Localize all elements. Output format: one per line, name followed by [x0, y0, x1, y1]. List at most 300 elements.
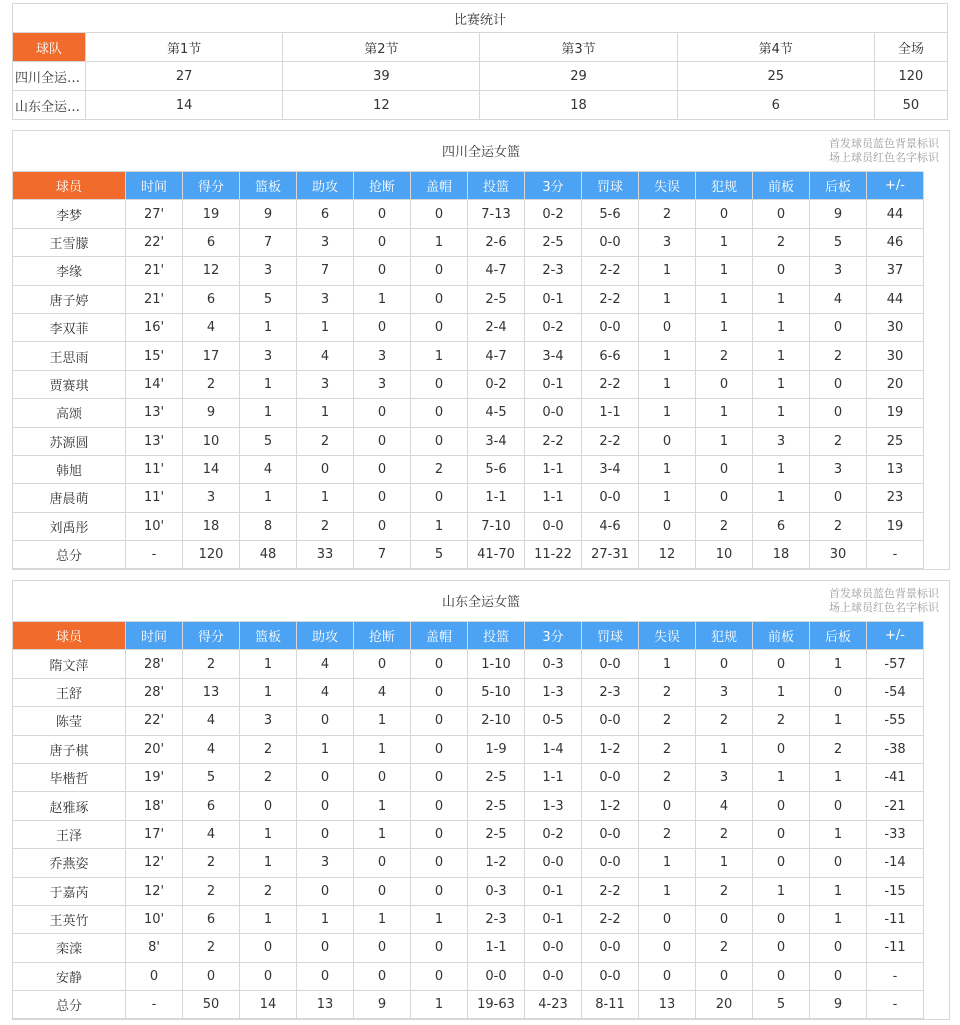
- stat-player-name[interactable]: 毕楷哲: [13, 763, 126, 791]
- stat-minutes: 18': [126, 792, 183, 820]
- stat-fouls: 2: [696, 820, 753, 848]
- stat-player-name[interactable]: 王舒: [13, 678, 126, 706]
- stat-offensive-rebounds: 0: [753, 735, 810, 763]
- stat-blocks: 5: [411, 541, 468, 569]
- stat-defensive-rebounds: 1: [810, 905, 867, 933]
- stat-field-goals: 2-3: [468, 905, 525, 933]
- stat-assists: 2: [297, 427, 354, 455]
- stat-three-pointers: 0-1: [525, 877, 582, 905]
- stat-field-goals: 19-63: [468, 991, 525, 1019]
- stat-field-goals: 1-9: [468, 735, 525, 763]
- stat-offensive-rebounds: 1: [753, 313, 810, 341]
- stat-blocks: 0: [411, 257, 468, 285]
- stat-blocks: 1: [411, 991, 468, 1019]
- stat-blocks: 0: [411, 877, 468, 905]
- stat-points: 2: [183, 934, 240, 962]
- column-header-rebounds[interactable]: 篮板: [240, 172, 297, 200]
- stat-minutes: 22': [126, 228, 183, 256]
- stat-minutes: 11': [126, 484, 183, 512]
- stat-assists: 1: [297, 484, 354, 512]
- player-row: [13, 427, 924, 455]
- column-header-free-throws[interactable]: 罚球: [582, 622, 639, 650]
- stat-field-goals: 7-13: [468, 200, 525, 228]
- quarter-score: 29: [480, 62, 677, 91]
- stat-steals: 0: [354, 877, 411, 905]
- stat-points: 2: [183, 877, 240, 905]
- stat-free-throws: 2-2: [582, 877, 639, 905]
- stat-rebounds: 0: [240, 962, 297, 990]
- stat-points: 9: [183, 399, 240, 427]
- stat-field-goals: 1-1: [468, 484, 525, 512]
- stat-plus-minus: -15: [867, 877, 924, 905]
- column-header-fouls[interactable]: 犯规: [696, 172, 753, 200]
- player-row: [13, 820, 924, 848]
- stat-steals: 0: [354, 399, 411, 427]
- stat-fouls: 1: [696, 735, 753, 763]
- stat-free-throws: 2-3: [582, 678, 639, 706]
- stat-three-pointers: 0-3: [525, 650, 582, 678]
- stat-blocks: 0: [411, 200, 468, 228]
- stat-offensive-rebounds: 0: [753, 820, 810, 848]
- team-title: 山东全运女篮: [441, 595, 520, 610]
- player-row: [13, 934, 924, 962]
- stat-blocks: 1: [411, 512, 468, 540]
- stat-turnovers: 0: [639, 512, 696, 540]
- total-score: 120: [874, 62, 947, 91]
- stat-points: 6: [183, 905, 240, 933]
- stat-defensive-rebounds: 2: [810, 427, 867, 455]
- stat-player-name[interactable]: 乔燕姿: [13, 849, 126, 877]
- stat-three-pointers: 0-0: [525, 934, 582, 962]
- stat-defensive-rebounds: 0: [810, 792, 867, 820]
- column-header-plus-minus[interactable]: +/-: [867, 622, 924, 650]
- stat-assists: 1: [297, 399, 354, 427]
- column-header-free-throws[interactable]: 罚球: [582, 172, 639, 200]
- stat-rebounds: 5: [240, 285, 297, 313]
- player-row: [13, 707, 924, 735]
- stat-rebounds: 1: [240, 678, 297, 706]
- stat-blocks: 0: [411, 735, 468, 763]
- stat-points: 12: [183, 257, 240, 285]
- stat-plus-minus: -54: [867, 678, 924, 706]
- stat-rebounds: 4: [240, 455, 297, 483]
- stat-turnovers: 1: [639, 849, 696, 877]
- stat-turnovers: 2: [639, 820, 696, 848]
- stat-fouls: 1: [696, 257, 753, 285]
- stat-field-goals: 0-2: [468, 370, 525, 398]
- stat-fouls: 0: [696, 650, 753, 678]
- stat-fouls: 1: [696, 399, 753, 427]
- stat-defensive-rebounds: 0: [810, 399, 867, 427]
- team-name[interactable]: 山东全运…: [13, 91, 86, 120]
- stat-rebounds: 1: [240, 905, 297, 933]
- stat-minutes: 8': [126, 934, 183, 962]
- column-header-three-pointers[interactable]: 3分: [525, 172, 582, 200]
- column-header-field-goals[interactable]: 投篮: [468, 172, 525, 200]
- team-title: 四川全运女篮: [441, 145, 520, 160]
- stat-assists: 0: [297, 877, 354, 905]
- stat-turnovers: 1: [639, 877, 696, 905]
- stat-steals: 0: [354, 484, 411, 512]
- stat-player-name[interactable]: 李缘: [13, 257, 126, 285]
- column-header-defensive-rebounds[interactable]: 后板: [810, 622, 867, 650]
- stat-free-throws: 27-31: [582, 541, 639, 569]
- stat-points: 10: [183, 427, 240, 455]
- stat-offensive-rebounds: 1: [753, 877, 810, 905]
- column-header-turnovers[interactable]: 失误: [639, 172, 696, 200]
- stat-steals: 0: [354, 650, 411, 678]
- stat-field-goals: 1-10: [468, 650, 525, 678]
- stat-minutes: 10': [126, 905, 183, 933]
- stat-defensive-rebounds: 0: [810, 849, 867, 877]
- column-header-blocks[interactable]: 盖帽: [411, 622, 468, 650]
- player-row: [13, 962, 924, 990]
- stat-plus-minus: -41: [867, 763, 924, 791]
- stat-fouls: 3: [696, 678, 753, 706]
- stat-fouls: 2: [696, 934, 753, 962]
- stat-three-pointers: 1-4: [525, 735, 582, 763]
- stat-three-pointers: 0-0: [525, 962, 582, 990]
- team-box-score: [12, 580, 950, 1020]
- stat-assists: 33: [297, 541, 354, 569]
- stat-assists: 3: [297, 228, 354, 256]
- player-row: [13, 484, 924, 512]
- stat-minutes: 28': [126, 678, 183, 706]
- column-header-rebounds[interactable]: 篮板: [240, 622, 297, 650]
- stat-turnovers: 1: [639, 370, 696, 398]
- stat-free-throws: 1-2: [582, 792, 639, 820]
- stat-defensive-rebounds: 1: [810, 763, 867, 791]
- stat-steals: 3: [354, 342, 411, 370]
- oncourt-note: 场上球员红色名字标识: [829, 601, 939, 614]
- stat-player-name: 总分: [13, 541, 126, 569]
- stat-plus-minus: 44: [867, 200, 924, 228]
- stat-rebounds: 8: [240, 512, 297, 540]
- stat-free-throws: 2-2: [582, 257, 639, 285]
- stat-field-goals: 2-6: [468, 228, 525, 256]
- stat-turnovers: 1: [639, 342, 696, 370]
- column-header-points[interactable]: 得分: [183, 172, 240, 200]
- stat-offensive-rebounds: 0: [753, 200, 810, 228]
- player-row: [13, 905, 924, 933]
- stat-points: 3: [183, 484, 240, 512]
- stat-player-name[interactable]: 唐子棋: [13, 735, 126, 763]
- stat-points: 18: [183, 512, 240, 540]
- stat-rebounds: 1: [240, 484, 297, 512]
- stat-fouls: 2: [696, 512, 753, 540]
- stat-points: 2: [183, 650, 240, 678]
- stat-player-name[interactable]: 王雪朦: [13, 228, 126, 256]
- stat-field-goals: 2-5: [468, 792, 525, 820]
- stat-points: 6: [183, 285, 240, 313]
- column-header-three-pointers[interactable]: 3分: [525, 622, 582, 650]
- stat-offensive-rebounds: 18: [753, 541, 810, 569]
- stat-minutes: 28': [126, 650, 183, 678]
- column-header-offensive-rebounds[interactable]: 前板: [753, 172, 810, 200]
- stat-player-name[interactable]: 苏源圆: [13, 427, 126, 455]
- stat-defensive-rebounds: 4: [810, 285, 867, 313]
- stat-blocks: 2: [411, 455, 468, 483]
- stat-turnovers: 0: [639, 792, 696, 820]
- stat-three-pointers: 0-2: [525, 820, 582, 848]
- player-row: [13, 678, 924, 706]
- stat-offensive-rebounds: 0: [753, 905, 810, 933]
- stat-free-throws: 2-2: [582, 370, 639, 398]
- stat-player-name[interactable]: 安静: [13, 962, 126, 990]
- stats-header-row: [13, 622, 924, 650]
- stat-assists: 1: [297, 313, 354, 341]
- stat-fouls: 0: [696, 200, 753, 228]
- stat-steals: 0: [354, 455, 411, 483]
- stat-defensive-rebounds: 2: [810, 735, 867, 763]
- stat-defensive-rebounds: 9: [810, 991, 867, 1019]
- stat-offensive-rebounds: 1: [753, 370, 810, 398]
- total-header: 全场: [874, 33, 947, 62]
- stat-minutes: -: [126, 541, 183, 569]
- column-header-minutes[interactable]: 时间: [126, 622, 183, 650]
- stat-three-pointers: 4-23: [525, 991, 582, 1019]
- stat-assists: 3: [297, 849, 354, 877]
- stat-three-pointers: 1-3: [525, 678, 582, 706]
- stat-offensive-rebounds: 5: [753, 991, 810, 1019]
- column-header-turnovers[interactable]: 失误: [639, 622, 696, 650]
- stat-points: 0: [183, 962, 240, 990]
- stat-blocks: 0: [411, 650, 468, 678]
- column-header-field-goals[interactable]: 投篮: [468, 622, 525, 650]
- stat-steals: 0: [354, 512, 411, 540]
- stat-plus-minus: -: [867, 541, 924, 569]
- stat-fouls: 0: [696, 484, 753, 512]
- stat-player-name[interactable]: 王思雨: [13, 342, 126, 370]
- stat-plus-minus: -21: [867, 792, 924, 820]
- stat-player-name[interactable]: 高颂: [13, 399, 126, 427]
- stat-points: 14: [183, 455, 240, 483]
- stat-steals: 4: [354, 678, 411, 706]
- team-name[interactable]: 四川全运…: [13, 62, 86, 91]
- stat-blocks: 0: [411, 849, 468, 877]
- stat-steals: 0: [354, 763, 411, 791]
- stat-free-throws: 4-6: [582, 512, 639, 540]
- column-header-offensive-rebounds[interactable]: 前板: [753, 622, 810, 650]
- stat-fouls: 2: [696, 877, 753, 905]
- stat-free-throws: 0-0: [582, 313, 639, 341]
- stat-plus-minus: -57: [867, 650, 924, 678]
- team-box-score: [12, 130, 950, 570]
- stat-points: 4: [183, 313, 240, 341]
- stat-plus-minus: -14: [867, 849, 924, 877]
- stat-points: 120: [183, 541, 240, 569]
- stat-blocks: 0: [411, 484, 468, 512]
- stat-points: 2: [183, 370, 240, 398]
- stat-assists: 1: [297, 905, 354, 933]
- stat-defensive-rebounds: 0: [810, 934, 867, 962]
- stat-assists: 0: [297, 934, 354, 962]
- stat-player-name[interactable]: 韩旭: [13, 455, 126, 483]
- stat-fouls: 0: [696, 370, 753, 398]
- stat-rebounds: 3: [240, 342, 297, 370]
- stat-blocks: 0: [411, 399, 468, 427]
- column-header-fouls[interactable]: 犯规: [696, 622, 753, 650]
- stat-three-pointers: 0-1: [525, 285, 582, 313]
- quarter-header: 第3节: [480, 33, 677, 62]
- column-header-minutes[interactable]: 时间: [126, 172, 183, 200]
- quarter-score: 39: [283, 62, 480, 91]
- stat-player-name[interactable]: 王泽: [13, 820, 126, 848]
- stat-free-throws: 2-2: [582, 905, 639, 933]
- stat-player-name[interactable]: 王英竹: [13, 905, 126, 933]
- stat-free-throws: 0-0: [582, 763, 639, 791]
- quarter-score: 25: [677, 62, 874, 91]
- stat-plus-minus: -33: [867, 820, 924, 848]
- column-header-assists[interactable]: 助攻: [297, 622, 354, 650]
- stat-turnovers: 13: [639, 991, 696, 1019]
- stat-steals: 0: [354, 849, 411, 877]
- stat-assists: 4: [297, 342, 354, 370]
- stat-rebounds: 5: [240, 427, 297, 455]
- stat-minutes: 16': [126, 313, 183, 341]
- stat-rebounds: 1: [240, 820, 297, 848]
- legend-note: [829, 587, 939, 615]
- match-summary-table: [12, 3, 948, 120]
- stat-rebounds: 1: [240, 399, 297, 427]
- stat-turnovers: 0: [639, 427, 696, 455]
- stat-offensive-rebounds: 0: [753, 849, 810, 877]
- stat-rebounds: 0: [240, 934, 297, 962]
- stat-free-throws: 3-4: [582, 455, 639, 483]
- stat-turnovers: 1: [639, 285, 696, 313]
- stat-fouls: 0: [696, 905, 753, 933]
- stat-player-name[interactable]: 于嘉芮: [13, 877, 126, 905]
- column-header-plus-minus[interactable]: +/-: [867, 172, 924, 200]
- column-header-steals[interactable]: 抢断: [354, 622, 411, 650]
- stat-steals: 1: [354, 707, 411, 735]
- stat-blocks: 0: [411, 962, 468, 990]
- stat-turnovers: 2: [639, 735, 696, 763]
- stat-minutes: 0: [126, 962, 183, 990]
- stat-free-throws: 8-11: [582, 991, 639, 1019]
- stat-fouls: 10: [696, 541, 753, 569]
- stat-three-pointers: 0-1: [525, 905, 582, 933]
- quarter-score: 12: [283, 91, 480, 120]
- column-header-assists[interactable]: 助攻: [297, 172, 354, 200]
- stat-player-name[interactable]: 李梦: [13, 200, 126, 228]
- stat-three-pointers: 1-1: [525, 484, 582, 512]
- stat-plus-minus: 23: [867, 484, 924, 512]
- stat-turnovers: 2: [639, 678, 696, 706]
- stat-minutes: 14': [126, 370, 183, 398]
- stat-field-goals: 5-10: [468, 678, 525, 706]
- stat-turnovers: 0: [639, 313, 696, 341]
- stat-offensive-rebounds: 3: [753, 427, 810, 455]
- stat-points: 50: [183, 991, 240, 1019]
- stat-defensive-rebounds: 9: [810, 200, 867, 228]
- stat-free-throws: 0-0: [582, 650, 639, 678]
- summary-title: 比赛统计: [13, 4, 948, 33]
- stat-offensive-rebounds: 1: [753, 455, 810, 483]
- stat-steals: 0: [354, 962, 411, 990]
- stat-steals: 0: [354, 257, 411, 285]
- stat-player-name[interactable]: 刘禹彤: [13, 512, 126, 540]
- stat-plus-minus: -: [867, 991, 924, 1019]
- stat-offensive-rebounds: 0: [753, 650, 810, 678]
- stat-player-name[interactable]: 李双菲: [13, 313, 126, 341]
- stat-plus-minus: -38: [867, 735, 924, 763]
- stat-three-pointers: 1-3: [525, 792, 582, 820]
- stat-rebounds: 7: [240, 228, 297, 256]
- stat-minutes: 17': [126, 820, 183, 848]
- stat-offensive-rebounds: 0: [753, 257, 810, 285]
- stat-field-goals: 1-1: [468, 934, 525, 962]
- stat-offensive-rebounds: 1: [753, 484, 810, 512]
- stat-player-name[interactable]: 赵雅琢: [13, 792, 126, 820]
- stat-assists: 4: [297, 650, 354, 678]
- player-row: [13, 200, 924, 228]
- quarter-score: 27: [86, 62, 283, 91]
- column-header-points[interactable]: 得分: [183, 622, 240, 650]
- stat-player-name[interactable]: 栾滦: [13, 934, 126, 962]
- stat-minutes: 21': [126, 285, 183, 313]
- stat-defensive-rebounds: 2: [810, 512, 867, 540]
- stat-player-name[interactable]: 贾赛琪: [13, 370, 126, 398]
- stat-free-throws: 0-0: [582, 962, 639, 990]
- stat-fouls: 1: [696, 285, 753, 313]
- stat-plus-minus: -11: [867, 905, 924, 933]
- player-stats-table: [12, 621, 924, 1019]
- stat-defensive-rebounds: 0: [810, 313, 867, 341]
- stat-player-name: 总分: [13, 991, 126, 1019]
- stat-free-throws: 1-2: [582, 735, 639, 763]
- stat-field-goals: 2-4: [468, 313, 525, 341]
- stat-assists: 2: [297, 512, 354, 540]
- stat-steals: 7: [354, 541, 411, 569]
- stat-plus-minus: 25: [867, 427, 924, 455]
- column-header-player-name[interactable]: 球员: [13, 172, 126, 200]
- stat-player-name[interactable]: 陈莹: [13, 707, 126, 735]
- stat-offensive-rebounds: 2: [753, 707, 810, 735]
- stat-assists: 0: [297, 455, 354, 483]
- stat-steals: 0: [354, 228, 411, 256]
- stat-blocks: 0: [411, 820, 468, 848]
- stat-rebounds: 1: [240, 370, 297, 398]
- stat-assists: 4: [297, 678, 354, 706]
- stat-blocks: 0: [411, 934, 468, 962]
- column-header-steals[interactable]: 抢断: [354, 172, 411, 200]
- oncourt-note: 场上球员红色名字标识: [829, 151, 939, 164]
- stat-player-name[interactable]: 唐晨萌: [13, 484, 126, 512]
- stat-offensive-rebounds: 0: [753, 962, 810, 990]
- stat-fouls: 0: [696, 962, 753, 990]
- column-header-player-name[interactable]: 球员: [13, 622, 126, 650]
- stat-plus-minus: 13: [867, 455, 924, 483]
- stat-player-name[interactable]: 隋文萍: [13, 650, 126, 678]
- column-header-blocks[interactable]: 盖帽: [411, 172, 468, 200]
- stat-turnovers: 2: [639, 763, 696, 791]
- stat-turnovers: 1: [639, 455, 696, 483]
- stat-field-goals: 0-0: [468, 962, 525, 990]
- stat-defensive-rebounds: 0: [810, 962, 867, 990]
- stat-three-pointers: 0-1: [525, 370, 582, 398]
- stat-plus-minus: 19: [867, 399, 924, 427]
- column-header-defensive-rebounds[interactable]: 后板: [810, 172, 867, 200]
- stat-points: 6: [183, 228, 240, 256]
- stat-plus-minus: 20: [867, 370, 924, 398]
- stat-plus-minus: 37: [867, 257, 924, 285]
- stat-turnovers: 1: [639, 650, 696, 678]
- stat-player-name[interactable]: 唐子婷: [13, 285, 126, 313]
- stat-plus-minus: -11: [867, 934, 924, 962]
- stat-points: 17: [183, 342, 240, 370]
- stat-plus-minus: -: [867, 962, 924, 990]
